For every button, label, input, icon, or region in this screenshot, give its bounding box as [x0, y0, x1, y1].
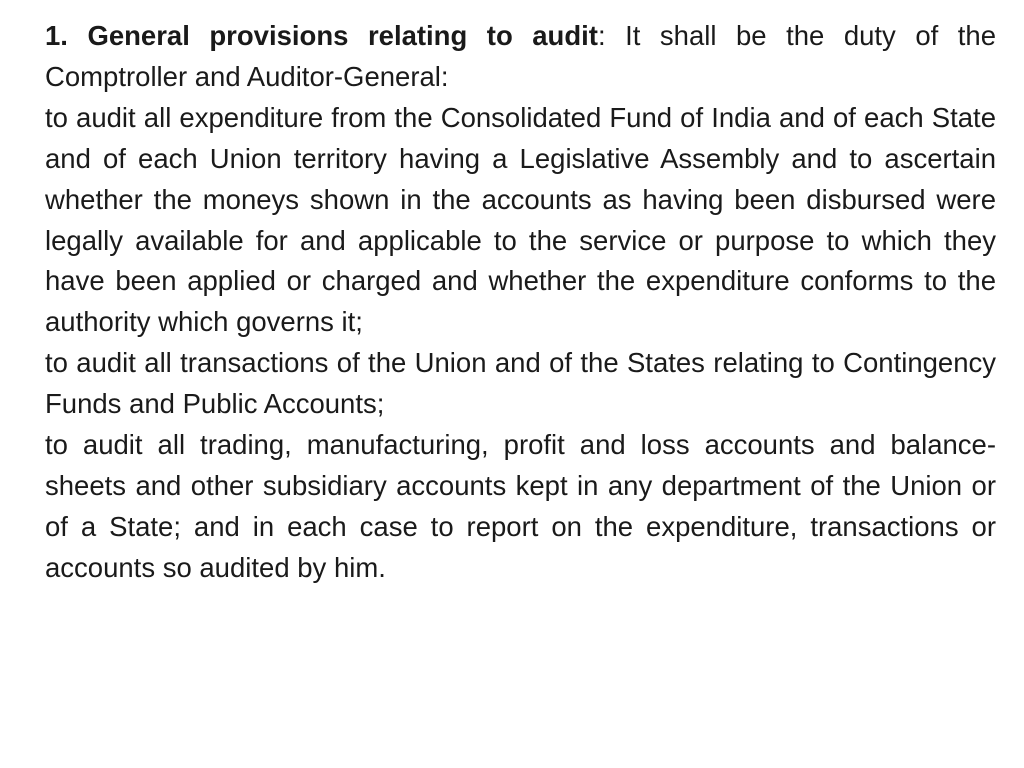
paragraph-audit-transactions: to audit all transactions of the Union and of the States relating to Contingency Funds and Public Accounts; [45, 347, 996, 420]
paragraph-audit-expenditure: to audit all expenditure from the Consolidated Fund of India and of each State and of each Union territory having a Legislative Assembly and to ascertain whether the moneys shown in the accounts as having been disbursed were legally available for and applicable to the service or purpose to which they have been applied or charged and whether the expenditure conforms to the authority which governs it; [45, 101, 996, 338]
heading-text: : It shall be the duty of the Comptroller and Auditor-General: [45, 20, 996, 92]
heading-paragraph [45, 16, 996, 98]
paragraph-audit-accounts: to audit all trading, manufacturing, profit and loss accounts and balance-sheets and other subsidiary accounts kept in any department of the Union or of a State; and in each case to report on the expenditure, transactions or accounts so audited by him. [45, 429, 996, 583]
slide-content [45, 16, 996, 589]
section-heading: 1. General provisions relating to audit [45, 20, 598, 51]
